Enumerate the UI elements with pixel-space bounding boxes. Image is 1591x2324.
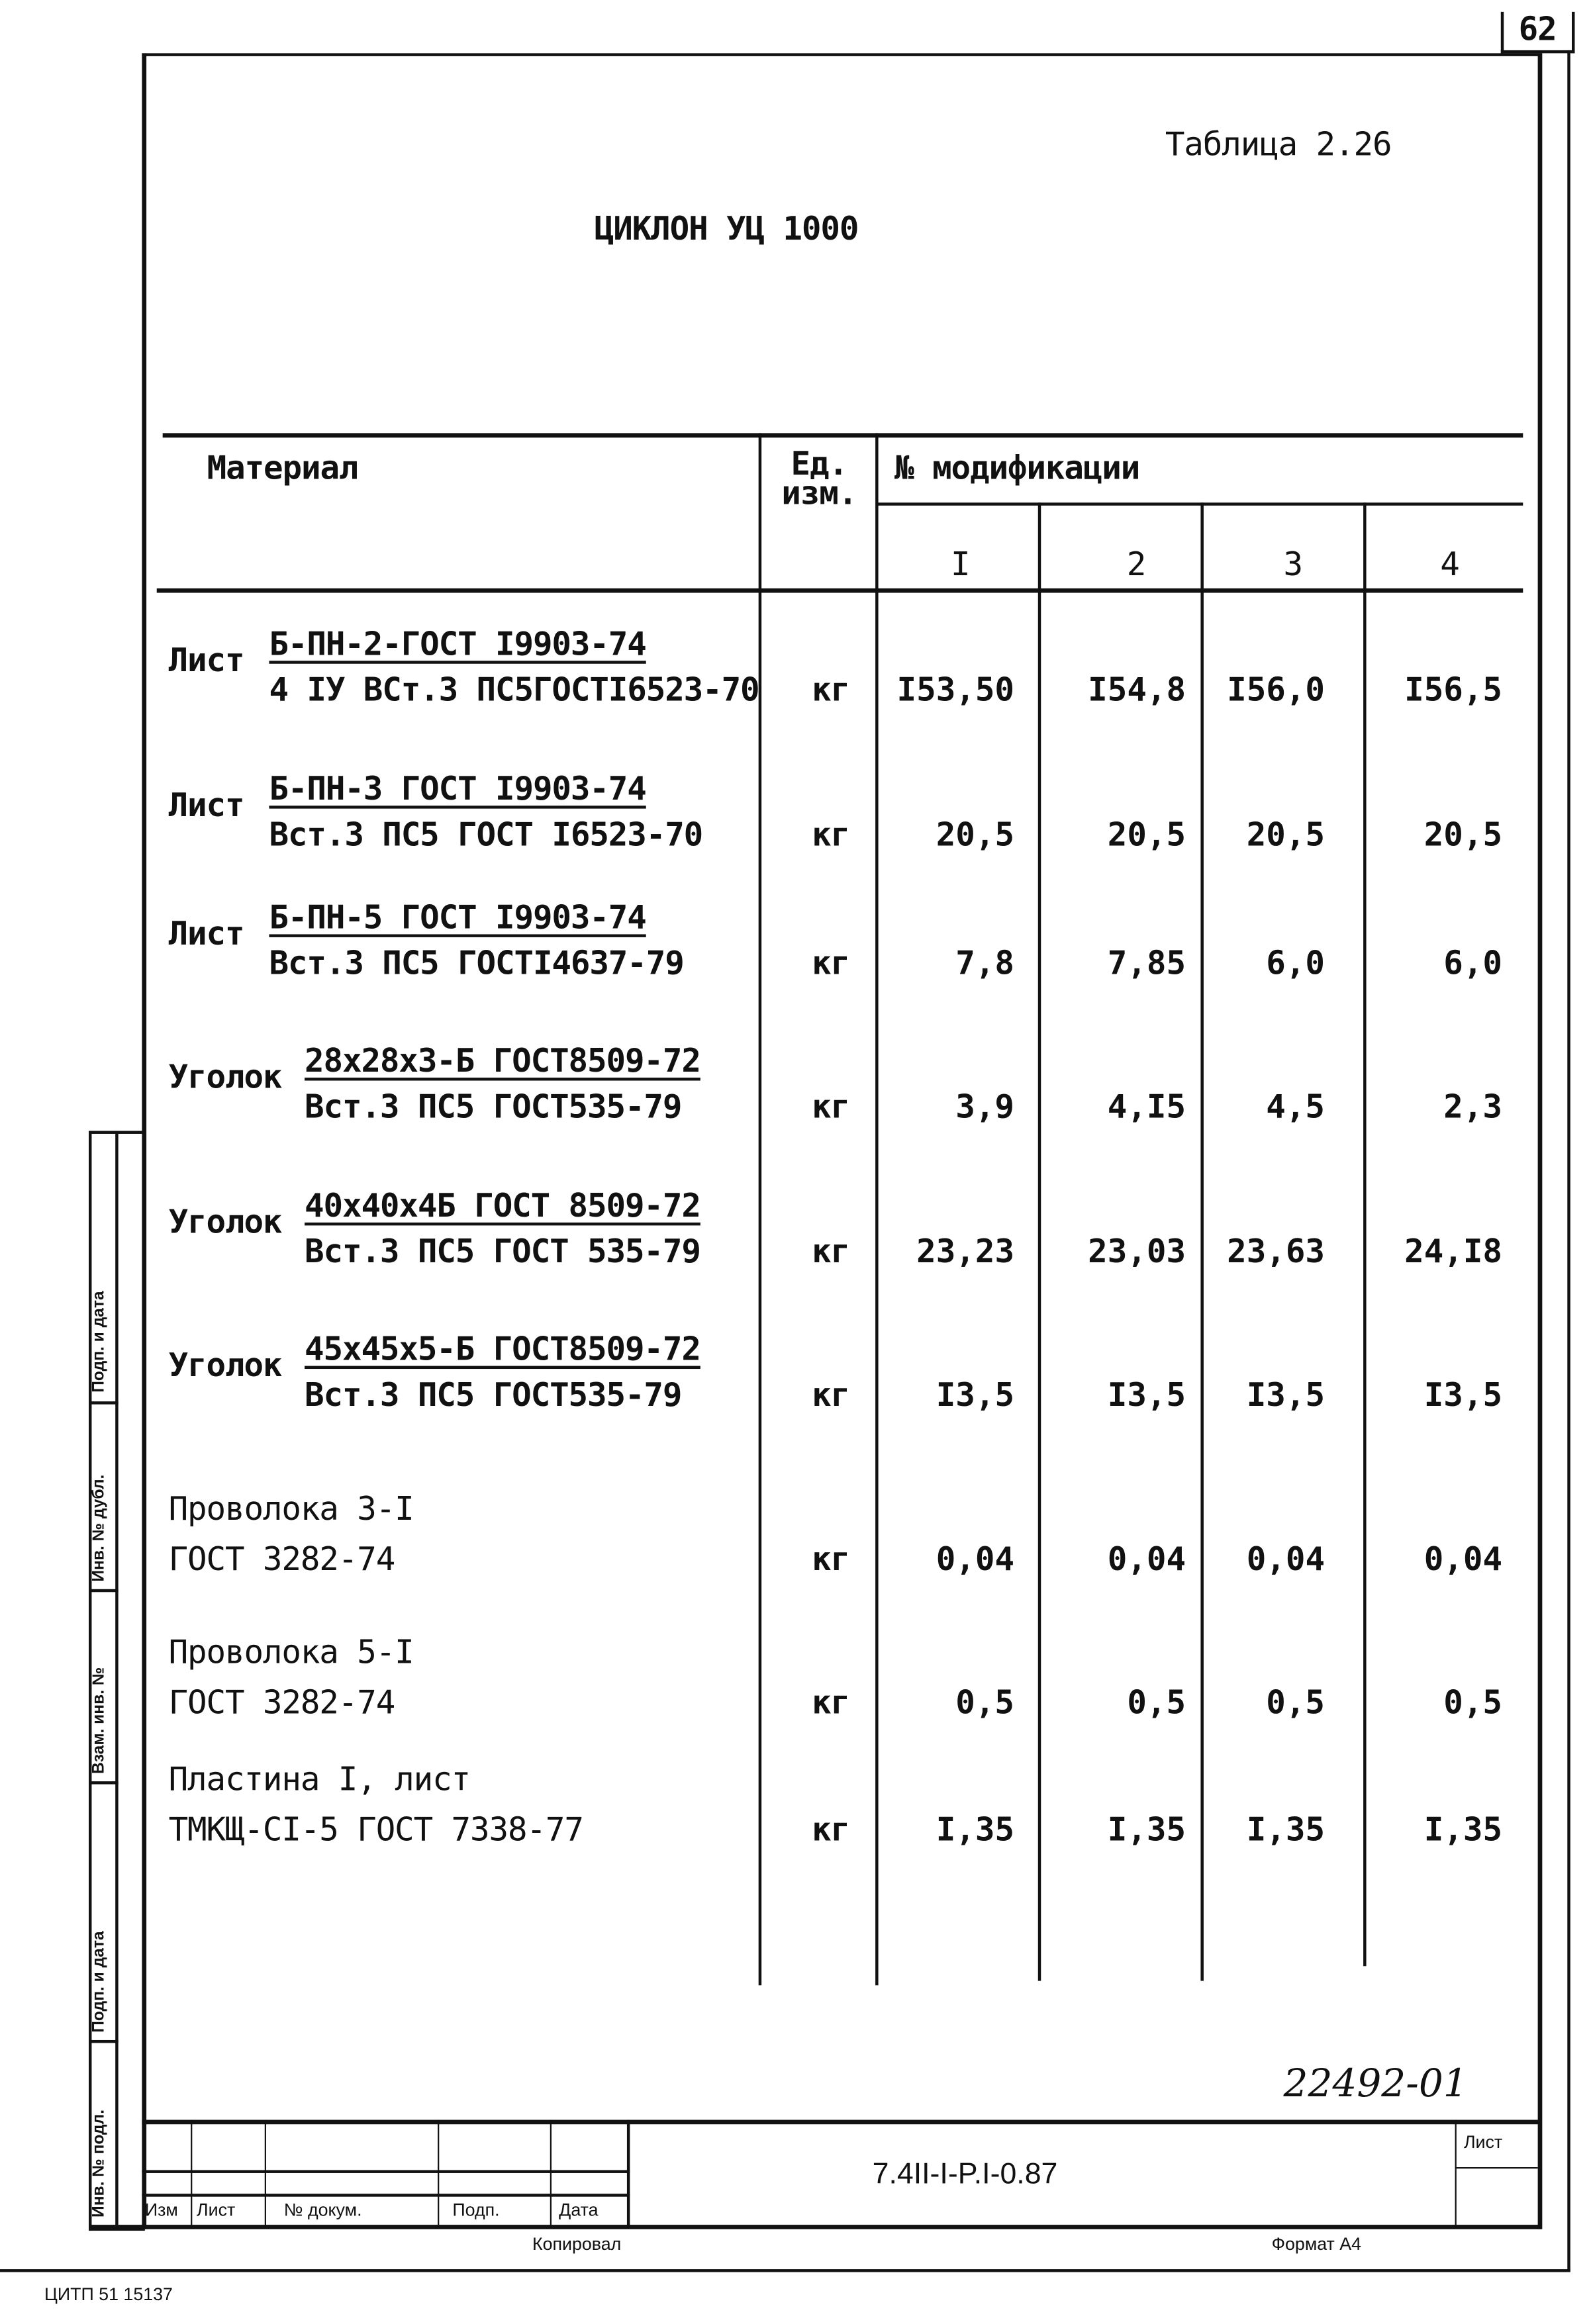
row-value-mod-2: I3,5 xyxy=(1107,1377,1186,1415)
row-spec-line2: 4 IУ ВСт.3 ПС5ГОСТI6523-70 xyxy=(269,673,759,710)
row-value-mod-4: I56,5 xyxy=(1404,673,1503,710)
row-value-mod-1: 3,9 xyxy=(955,1089,1015,1127)
row-unit: кг xyxy=(812,1685,850,1722)
row-value-mod-4: 20,5 xyxy=(1423,817,1503,855)
col-data: Дата xyxy=(559,2200,599,2221)
stamp-inv-podl: Инв. № подл. xyxy=(90,2109,109,2217)
row-value-mod-1: I,35 xyxy=(936,1812,1015,1849)
stamp-vzam-inv: Взам. инв. № xyxy=(90,1667,109,1774)
row-unit: кг xyxy=(812,1542,850,1579)
row-value-mod-2: 0,04 xyxy=(1107,1542,1186,1579)
row-prefix: Уголок xyxy=(168,1205,282,1242)
header-modifications: № модификации xyxy=(894,451,1140,488)
row-spec-line2: Вст.3 ПС5 ГОСТ I6523-70 xyxy=(269,817,703,855)
handwritten-number: 22492-01 xyxy=(1283,2062,1468,2107)
row-value-mod-2: 23,03 xyxy=(1088,1234,1186,1272)
row-unit: кг xyxy=(812,1234,850,1272)
row-unit: кг xyxy=(812,946,850,984)
row-prefix: Уголок xyxy=(168,1060,282,1097)
table-label: Таблица 2.26 xyxy=(1165,127,1392,164)
row-value-mod-4: I3,5 xyxy=(1423,1377,1503,1415)
row-value-mod-2: I,35 xyxy=(1107,1812,1186,1849)
row-value-mod-2: 0,5 xyxy=(1127,1685,1186,1722)
row-value-mod-2: 20,5 xyxy=(1107,817,1186,855)
row-spec-line1: 28x28x3-Б ГОСТ8509-72 xyxy=(305,1043,700,1081)
row-value-mod-4: 0,5 xyxy=(1443,1685,1503,1722)
header-mod-2: 2 xyxy=(1126,547,1146,584)
row-value-mod-1: I53,50 xyxy=(896,673,1015,710)
row-value-mod-4: 6,0 xyxy=(1443,946,1503,984)
row-value-mod-4: 0,04 xyxy=(1423,1542,1503,1579)
row-value-mod-3: 6,0 xyxy=(1266,946,1326,984)
row-value-mod-1: 0,04 xyxy=(936,1542,1015,1579)
row-value-mod-1: 7,8 xyxy=(955,946,1015,984)
page-number: 62 xyxy=(1518,11,1557,49)
col-podp: Подп. xyxy=(452,2200,500,2221)
doc-code: 7.4II-I-P.I-0.87 xyxy=(872,2158,1058,2191)
row-spec-line2: ГОСТ 3282-74 xyxy=(168,1685,395,1722)
row-value-mod-1: 20,5 xyxy=(936,817,1015,855)
sheet-label: Лист xyxy=(1463,2131,1503,2153)
format-label: Формат А4 xyxy=(1271,2233,1362,2254)
row-value-mod-1: I3,5 xyxy=(936,1377,1015,1415)
row-spec-line1: Проволока 3-I xyxy=(168,1491,414,1529)
row-value-mod-3: 23,63 xyxy=(1227,1234,1326,1272)
row-value-mod-4: 2,3 xyxy=(1443,1089,1503,1127)
row-value-mod-2: 4,I5 xyxy=(1107,1089,1186,1127)
row-spec-line1: Б-ПН-2-ГОСТ I9903-74 xyxy=(269,626,646,664)
row-value-mod-1: 0,5 xyxy=(955,1685,1015,1722)
footer-code: ЦИТП 51 15137 xyxy=(44,2284,173,2305)
header-mod-3: 3 xyxy=(1283,547,1302,584)
row-value-mod-4: 24,I8 xyxy=(1404,1234,1503,1272)
row-value-mod-3: 4,5 xyxy=(1266,1089,1326,1127)
row-unit: кг xyxy=(812,673,850,710)
header-mod-4: 4 xyxy=(1440,547,1459,584)
col-list: Лист xyxy=(197,2200,236,2221)
row-spec-line2: Вст.3 ПС5 ГОСТI4637-79 xyxy=(269,946,684,984)
row-unit: кг xyxy=(812,1377,850,1415)
header-unit: Ед. изм. xyxy=(781,446,857,513)
col-doc-num: № докум. xyxy=(283,2200,362,2221)
row-value-mod-3: I56,0 xyxy=(1227,673,1326,710)
row-spec-line2: Вст.3 ПС5 ГОСТ 535-79 xyxy=(305,1234,700,1272)
row-spec-line1: 45x45x5-Б ГОСТ8509-72 xyxy=(305,1332,700,1370)
header-material: Материал xyxy=(207,451,358,488)
row-spec-line2: ГОСТ 3282-74 xyxy=(168,1542,395,1579)
row-prefix: Лист xyxy=(168,788,244,825)
row-unit: кг xyxy=(812,1089,850,1127)
row-unit: кг xyxy=(812,817,850,855)
row-prefix: Лист xyxy=(168,643,244,680)
row-spec-line2: Вст.3 ПС5 ГОСТ535-79 xyxy=(305,1089,682,1127)
copied-label: Копировал xyxy=(532,2233,622,2254)
row-value-mod-3: I,35 xyxy=(1246,1812,1326,1849)
row-value-mod-3: 20,5 xyxy=(1246,817,1326,855)
stamp-podp-data-1: Подп. и дата xyxy=(90,1931,109,2033)
stamp-inv-dubl: Инв. № дубл. xyxy=(90,1474,109,1582)
row-spec-line1: Пластина I, лист xyxy=(168,1762,471,1799)
row-spec-line1: Б-ПН-5 ГОСТ I9903-74 xyxy=(269,900,646,937)
row-value-mod-1: 23,23 xyxy=(916,1234,1015,1272)
row-value-mod-3: 0,04 xyxy=(1246,1542,1326,1579)
stamp-podp-data-2: Подп. и дата xyxy=(90,1291,109,1393)
row-spec-line1: Б-ПН-3 ГОСТ I9903-74 xyxy=(269,771,646,809)
row-spec-line2: Вст.3 ПС5 ГОСТ535-79 xyxy=(305,1377,682,1415)
header-mod-1: I xyxy=(951,547,970,584)
row-value-mod-3: I3,5 xyxy=(1246,1377,1326,1415)
row-value-mod-2: I54,8 xyxy=(1088,673,1186,710)
row-spec-line1: Проволока 5-I xyxy=(168,1635,414,1672)
row-value-mod-4: I,35 xyxy=(1423,1812,1503,1849)
row-unit: кг xyxy=(812,1812,850,1849)
row-prefix: Лист xyxy=(168,916,244,954)
row-spec-line1: 40x40x4Б ГОСТ 8509-72 xyxy=(305,1188,700,1226)
row-value-mod-3: 0,5 xyxy=(1266,1685,1326,1722)
page-number-box xyxy=(1501,12,1575,54)
row-prefix: Уголок xyxy=(168,1348,282,1385)
row-spec-line2: ТМКЩ-СI-5 ГОСТ 7338-77 xyxy=(168,1812,583,1849)
document-title: ЦИКЛОН УЦ 1000 xyxy=(594,211,859,249)
row-value-mod-2: 7,85 xyxy=(1107,946,1186,984)
col-izm: Изм xyxy=(144,2200,178,2221)
